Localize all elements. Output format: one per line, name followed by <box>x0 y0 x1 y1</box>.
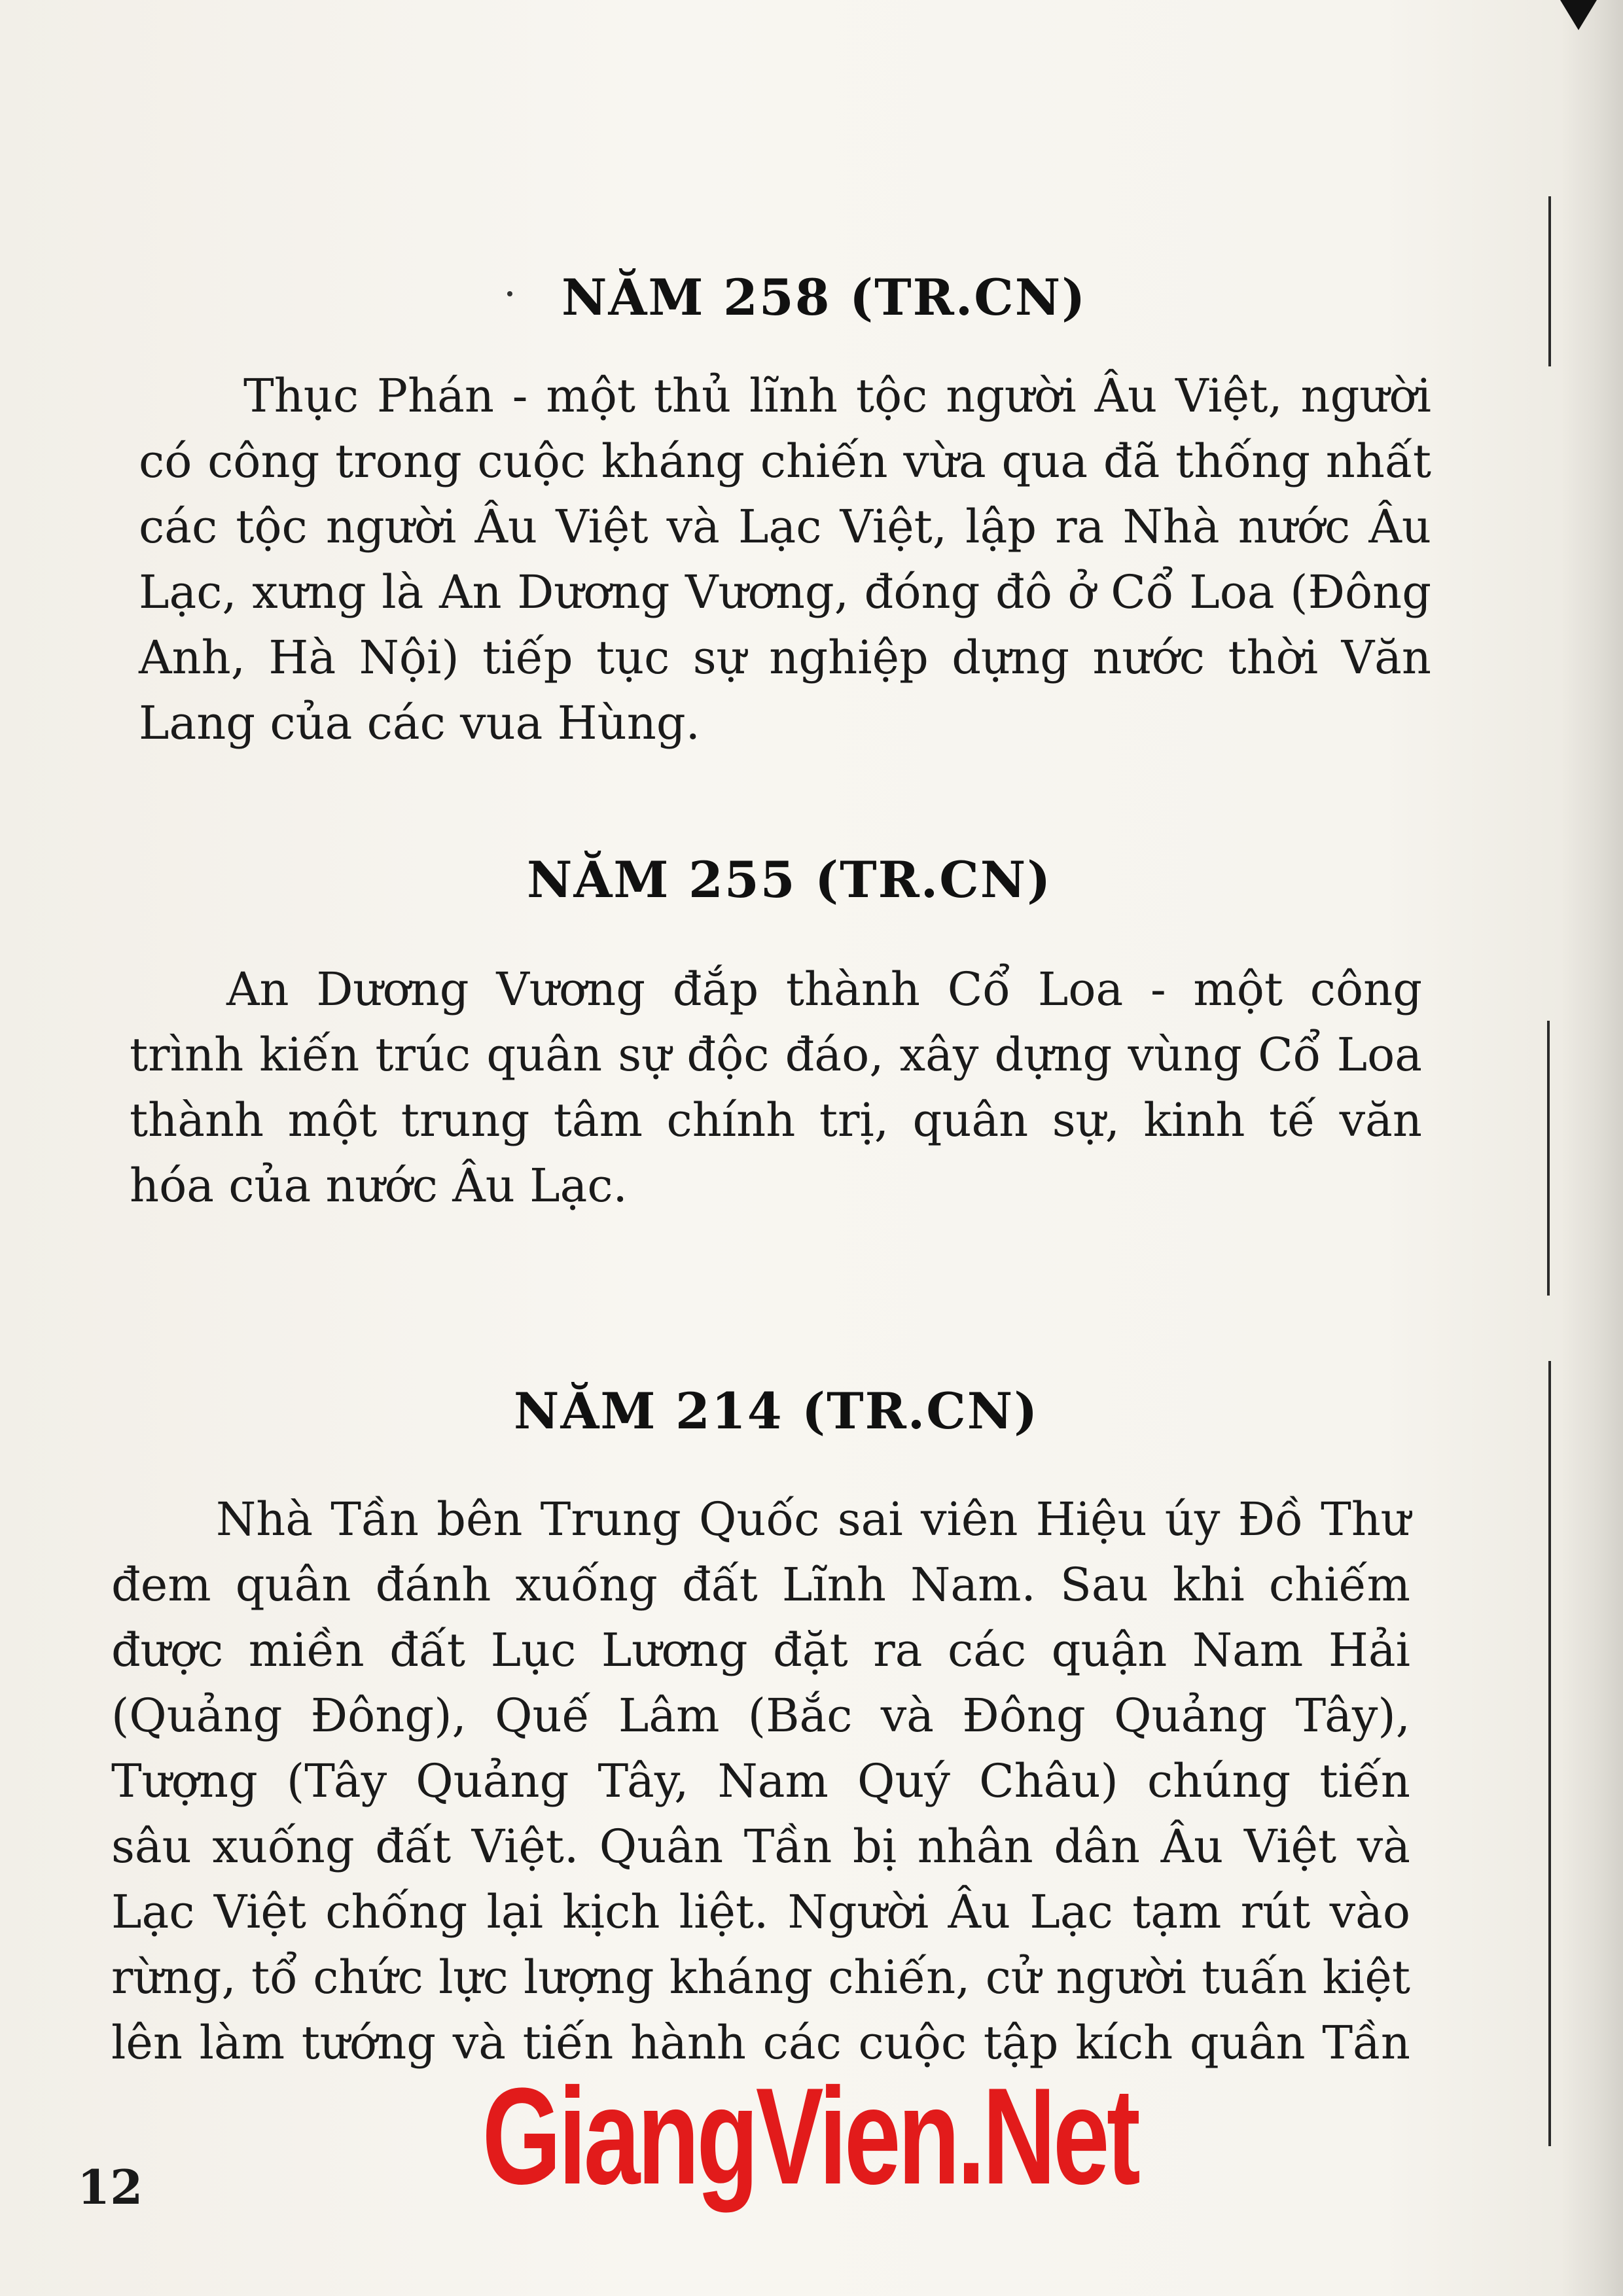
binding-edge-line <box>1547 1021 1550 1296</box>
paragraph-line: Nhà Tần bên Trung Quốc sai viên Hiệu úy Đồ Thư <box>216 1492 1410 1546</box>
paragraph-line: Tượng (Tây Quảng Tây, Nam Quý Châu) chúng tiến <box>111 1754 1410 1808</box>
section-heading: NĂM 258 (TR.CN) <box>562 268 1087 327</box>
paragraph-line: có công trong cuộc kháng chiến vừa qua đã thống nhất <box>139 434 1431 488</box>
paragraph-line: (Quảng Đông), Quế Lâm (Bắc và Đông Quảng Tây), <box>111 1689 1410 1742</box>
stray-mark <box>507 291 512 296</box>
page-edge-shadow <box>1561 0 1623 2296</box>
binding-edge-line <box>1548 1361 1551 2146</box>
section-heading: NĂM 214 (TR.CN) <box>514 1382 1039 1440</box>
watermark: GiangVien.Net <box>482 2059 1138 2213</box>
binding-edge-line <box>1548 196 1551 366</box>
paragraph-line: hóa của nước Âu Lạc. <box>130 1159 628 1212</box>
paragraph-line: thành một trung tâm chính trị, quân sự, kinh tế văn <box>130 1093 1422 1147</box>
section-paragraph <box>130 957 1422 1218</box>
paragraph-line: Lạc, xưng là An Dương Vương, đóng đô ở Cổ Loa (Đông <box>139 565 1431 619</box>
section-paragraph <box>139 363 1431 756</box>
paragraph-line: các tộc người Âu Việt và Lạc Việt, lập ra Nhà nước Âu <box>139 500 1431 554</box>
paragraph-line: lên làm tướng và tiến hành các cuộc tập kích quân Tần <box>111 2016 1410 2070</box>
paragraph-line: sâu xuống đất Việt. Quân Tần bị nhân dân Âu Việt và <box>111 1820 1410 1873</box>
paragraph-line: Lạc Việt chống lại kịch liệt. Người Âu Lạc tạm rút vào <box>111 1885 1410 1939</box>
paragraph-line: Anh, Hà Nội) tiếp tục sự nghiệp dựng nước thời Văn <box>139 631 1431 684</box>
paragraph-line: được miền đất Lục Lương đặt ra các quận Nam Hải <box>111 1623 1410 1677</box>
paragraph-line: An Dương Vương đắp thành Cổ Loa - một công <box>226 963 1422 1016</box>
section-heading: NĂM 255 (TR.CN) <box>527 851 1052 909</box>
corner-mark <box>1560 0 1597 30</box>
paragraph-line: đem quân đánh xuống đất Lĩnh Nam. Sau khi chiếm <box>111 1558 1410 1612</box>
paragraph-line: Lang của các vua Hùng. <box>139 696 700 750</box>
section-paragraph <box>111 1487 1410 2075</box>
paragraph-line: trình kiến trúc quân sự độc đáo, xây dựng vùng Cổ Loa <box>130 1028 1422 1082</box>
paragraph-line: Thục Phán - một thủ lĩnh tộc người Âu Việt, người <box>243 369 1431 423</box>
page-number: 12 <box>77 2159 143 2215</box>
paragraph-line: rừng, tổ chức lực lượng kháng chiến, cử người tuấn kiệt <box>111 1951 1410 2004</box>
